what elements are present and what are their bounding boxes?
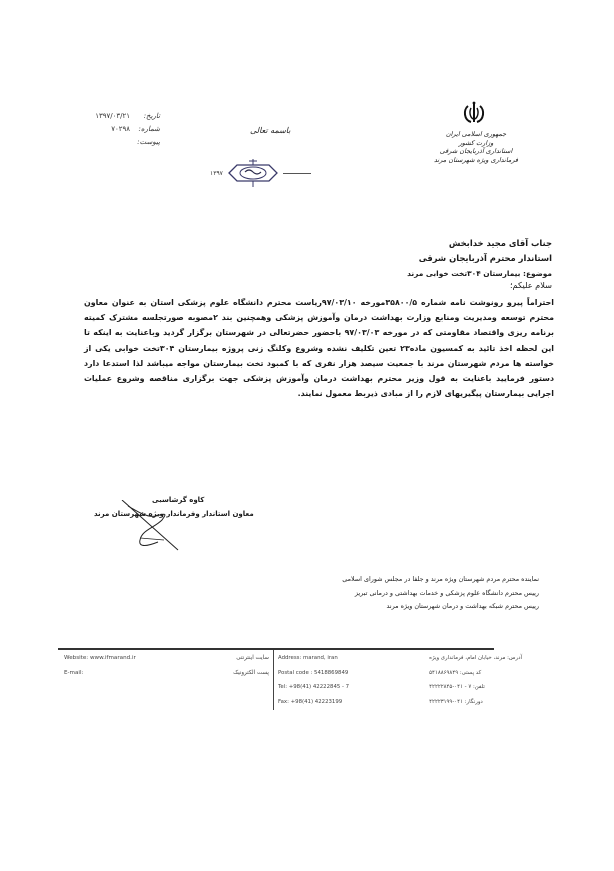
seal-underline [283, 173, 311, 174]
addressee-title: استاندار محترم آذربایجان شرقی [418, 253, 552, 263]
ministry-header [420, 130, 532, 164]
ministry-line: جمهوری اسلامی ایران [445, 130, 507, 138]
footer-column-divider [273, 650, 274, 710]
handwritten-signature-icon [118, 500, 198, 552]
ministry-line: استانداری آذربایجان شرقی [439, 147, 513, 155]
footer-website-row [64, 651, 269, 666]
official-seal-icon [227, 158, 279, 188]
footer-contact-web [64, 651, 269, 680]
number-value: ۷۰۲۹۸ [111, 125, 130, 133]
footer-email[interactable]: E-mail: [64, 669, 84, 676]
footer-email-row [64, 666, 269, 681]
footer-contact-persian [429, 651, 522, 709]
cc-item: رییس محترم شبکه بهداشت و درمان شهرستان ویژه مرند [386, 602, 539, 611]
footer-website[interactable]: Website: www.ifmarand.ir [64, 655, 136, 661]
footer-tel: Tel: +98(41) 42222845 - 7 [278, 684, 350, 690]
footer-contact-latin [278, 651, 349, 709]
date-value: ۱۳۹۷/۰۳/۲۱ [95, 112, 130, 120]
cc-item: رییس محترم دانشگاه علوم پزشکی و خدمات بهداشتی و درمانی تبریز [354, 588, 539, 597]
seal-row [210, 158, 311, 188]
signatory-title: معاون استاندار وفرماندار ویژه شهرستان مرند [94, 510, 254, 518]
header-invocation: باسمه تعالی [250, 126, 291, 135]
attachment-value [80, 136, 130, 149]
footer-fax-fa: دورنگار: ۰۴۱-۴۲۲۲۳۱۹۹ [429, 698, 483, 705]
salutation: سلام علیکم؛ [509, 280, 552, 290]
letter-meta [80, 110, 160, 149]
footer-email-fa: پست الکترونیک [233, 669, 269, 676]
footer-address-fa: آدرس: مرند، خیابان امام، فرمانداری ویژه [429, 655, 522, 661]
letter-subject: موضوع: بیمارستان ۳۰۴تخت خوابی مرند [407, 269, 552, 278]
ministry-line: فرمانداری ویژه شهرستان مرند [433, 155, 519, 164]
letter-body [84, 295, 554, 401]
addressee-name: جناب آقای مجید خدابخش [448, 238, 552, 248]
seal-year: ۱۳۹۷ [210, 169, 223, 177]
meta-number: شماره: ۷۰۲۹۸ [80, 123, 160, 136]
iran-emblem-icon [462, 100, 486, 126]
meta-date: تاریخ: ۱۳۹۷/۰۳/۲۱ [80, 110, 160, 123]
footer-postal-fa: کد پستی: ۵۴۱۸۸۶۹۸۴۹ [429, 669, 482, 676]
ministry-line: وزارت کشور [458, 138, 494, 147]
addressee-block [132, 236, 552, 281]
footer-fax: Fax: +98(41) 42223199 [278, 698, 343, 705]
footer-postal: Postal code : 5418869849 [278, 669, 349, 676]
meta-attachment: پیوست: [80, 136, 160, 149]
footer-website-fa: سایت اینترنتی [236, 655, 269, 661]
cc-list [342, 573, 539, 614]
footer-tel-fa: تلفن: ۷ - ۰۴۱-۴۲۲۲۲۸۴۵ [429, 684, 485, 690]
cc-item: نماینده محترم مردم شهرستان ویژه مرند و جلفا در مجلس شورای اسلامی [342, 575, 539, 583]
body-paragraph: احتراماً پیرو رونوشت نامه شماره ۳۵۸۰۰/۵مورخه ۹۷/۰۳/۱۰ریاست محترم دانشگاه علوم پزشکی استان به عنوان معاون محترم توسعه ومدیریت ومنابع وزارت بهداشت درمان وآموزش پزشکی وهمچنین بند ۲مصوبه صورتجلسه مشترک کمیته برنامه ریزی واقتصاد مقاومتی که در مورخه ۹۷/۰۳/۰۳ باحضور حضرتعالی در شهرستان برگزار گردید وباعنایت به اینکه تا این لحظه اخذ تائید به کمسیون ماده۲۳ تعین تکلیف نشده وشروع وکلنگ زنی پروژه بیمارستان ۳۰۴تخت خوابی یکی از خواسته ها مردم شهرستان مرند با جمعیت سیصد هزار نفری که با کمبود تخت بیمارستان مواجه میباشد لذا استدعا دارد دستور فرمایید باعنایت به قول وزیر محترم بهداشت درمان وآموزش پزشکی جهت برگزاری مناقصه وشروع عملیات اجرایی بیمارستان پیگیریهای لازم را از مبادی ذیربط معمول نمایند. [84, 298, 555, 399]
footer-address: Address: marand, iran [278, 655, 338, 661]
footer-divider [58, 648, 494, 650]
signatory-name: کاوه گرشاسبی [152, 496, 205, 504]
